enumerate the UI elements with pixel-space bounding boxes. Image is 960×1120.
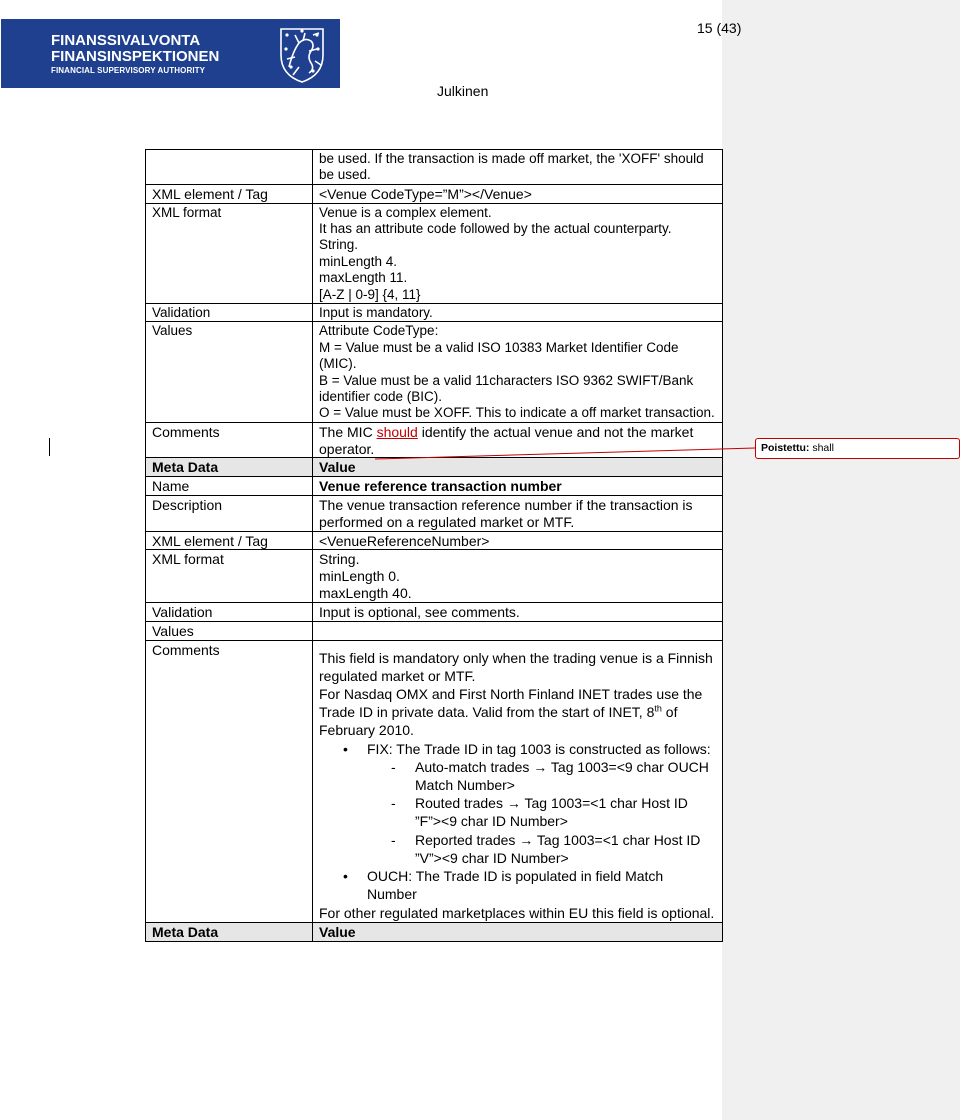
- value-line: [A-Z | 0-9] {4, 11}: [319, 286, 421, 302]
- value-line: String.: [319, 551, 360, 568]
- page-number: 15 (43): [697, 20, 742, 36]
- meta-data-header-row: [146, 458, 723, 477]
- row-value: Input is mandatory.: [313, 304, 723, 322]
- field-name-value: Venue reference transaction number: [313, 477, 723, 496]
- value-line: String.: [319, 237, 359, 253]
- row-key: Comments: [146, 640, 313, 922]
- list-item: [415, 758, 716, 794]
- row-value: <VenueReferenceNumber>: [313, 531, 723, 550]
- dash-text: Tag 1003=<1 char Host ID ”F”><9 char ID Number>: [415, 795, 688, 830]
- revision-margin-pane: [722, 0, 960, 1120]
- dash-list: [367, 758, 716, 867]
- table-row: [146, 477, 723, 496]
- table-row: [146, 640, 723, 922]
- document-classification: Julkinen: [437, 83, 489, 99]
- table-row: [146, 184, 723, 203]
- arrow-right-icon: →: [519, 831, 534, 848]
- value-line: Venue is a complex element.: [319, 204, 492, 220]
- logo-line-1: FINANSSIVALVONTA: [51, 32, 201, 49]
- row-key: Description: [146, 496, 313, 532]
- row-value: [313, 322, 723, 422]
- row-key: [146, 150, 313, 185]
- revision-change-bar: [49, 438, 50, 456]
- table-row: [146, 496, 723, 532]
- dash-text: Routed trades: [415, 795, 507, 812]
- row-key: XML element / Tag: [146, 184, 313, 203]
- dash-text: Tag 1003=<9 char OUCH Match Number>: [415, 758, 709, 794]
- value-line: O = Value must be XOFF. This to indicate a off market transaction.: [319, 405, 715, 421]
- inserted-revision-text: should: [376, 423, 418, 440]
- deletion-comment-balloon[interactable]: [755, 438, 960, 459]
- comment-paragraph: For other regulated marketplaces within EU this field is optional.: [319, 904, 715, 921]
- arrow-right-icon: →: [533, 758, 548, 775]
- logo-line-3: FINANCIAL SUPERVISORY AUTHORITY: [51, 66, 206, 75]
- comment-text: shall: [809, 442, 834, 454]
- arrow-right-icon: →: [506, 795, 521, 812]
- value-line: Attribute CodeType:: [319, 323, 439, 339]
- row-value: The venue transaction reference number if the transaction is performed on a regulated market or MTF.: [313, 496, 723, 532]
- value-line: maxLength 11.: [319, 270, 408, 286]
- value-line: B = Value must be a valid 11characters ISO 9362 SWIFT/Bank identifier code (BIC).: [319, 372, 694, 405]
- row-key: XML format: [146, 550, 313, 602]
- list-item: [367, 867, 716, 903]
- row-key: Values: [146, 621, 313, 640]
- revision-leader-line: [375, 446, 755, 460]
- table-row: [146, 304, 723, 322]
- value-line: maxLength 40.: [319, 585, 412, 602]
- row-value: [313, 550, 723, 602]
- row-key: Comments: [146, 422, 313, 458]
- finnish-lion-crest-icon: [269, 21, 335, 85]
- value-line: It has an attribute code followed by the actual counterparty.: [319, 221, 672, 237]
- row-key: Name: [146, 477, 313, 496]
- table-row: [146, 322, 723, 422]
- row-value: [313, 203, 723, 303]
- comment-text-end: identify the actual venue and not the market operator.: [319, 423, 694, 457]
- table-row: [146, 621, 723, 640]
- meta-data-header-row: [146, 922, 723, 941]
- table-row: [146, 602, 723, 621]
- row-key: Values: [146, 322, 313, 422]
- row-value: Value: [313, 922, 723, 941]
- row-key: XML element / Tag: [146, 531, 313, 550]
- row-value: Value: [313, 458, 723, 477]
- bullet-text: FIX: The Trade ID in tag 1003 is constructed as follows:: [367, 740, 711, 757]
- comment-label: Poistettu:: [761, 442, 810, 454]
- row-value: <Venue CodeType=”M”></Venue>: [313, 184, 723, 203]
- row-key: Meta Data: [146, 922, 313, 941]
- row-key: Validation: [146, 304, 313, 322]
- comment-paragraph: [319, 685, 716, 740]
- value-line: M = Value must be a valid ISO 10383 Market Identifier Code (MIC).: [319, 339, 679, 372]
- table-row: [146, 150, 723, 185]
- row-value: Input is optional, see comments.: [313, 602, 723, 621]
- list-item: [415, 794, 716, 830]
- finanssivalvonta-logo: [1, 19, 340, 88]
- row-value: [313, 640, 723, 922]
- paragraph-text: For Nasdaq OMX and First North Finland INET trades use the Trade ID in private data. Valid from the start of INET, 8: [319, 686, 703, 721]
- logo-line-2: FINANSINSPEKTIONEN: [51, 48, 220, 65]
- comment-paragraph: This field is mandatory only when the trading venue is a Finnish regulated market or MTF.: [319, 649, 713, 684]
- dash-text: Auto-match trades: [415, 758, 534, 775]
- comment-text-start: The MIC: [319, 423, 377, 440]
- field-spec-table: [145, 149, 723, 942]
- row-key: XML format: [146, 203, 313, 303]
- dash-text: Tag 1003=<1 char Host ID ”V”><9 char ID Number>: [415, 831, 701, 866]
- row-value: [313, 621, 723, 640]
- row-key: Meta Data: [146, 458, 313, 477]
- dash-text: Reported trades: [415, 831, 520, 848]
- bullet-list: [319, 740, 716, 904]
- table-row: [146, 203, 723, 303]
- ordinal-suffix: th: [654, 703, 662, 714]
- value-line: minLength 4.: [319, 253, 398, 269]
- paragraph-text: of February 2010.: [319, 704, 678, 739]
- row-key: Validation: [146, 602, 313, 621]
- list-item: [415, 831, 716, 867]
- value-line: minLength 0.: [319, 568, 400, 585]
- list-item: [367, 740, 716, 867]
- table-row: [146, 550, 723, 602]
- table-row: [146, 531, 723, 550]
- row-value: be used. If the transaction is made off market, the 'XOFF' should be used.: [313, 150, 723, 185]
- bullet-text: OUCH: The Trade ID is populated in field Match Number: [367, 868, 664, 903]
